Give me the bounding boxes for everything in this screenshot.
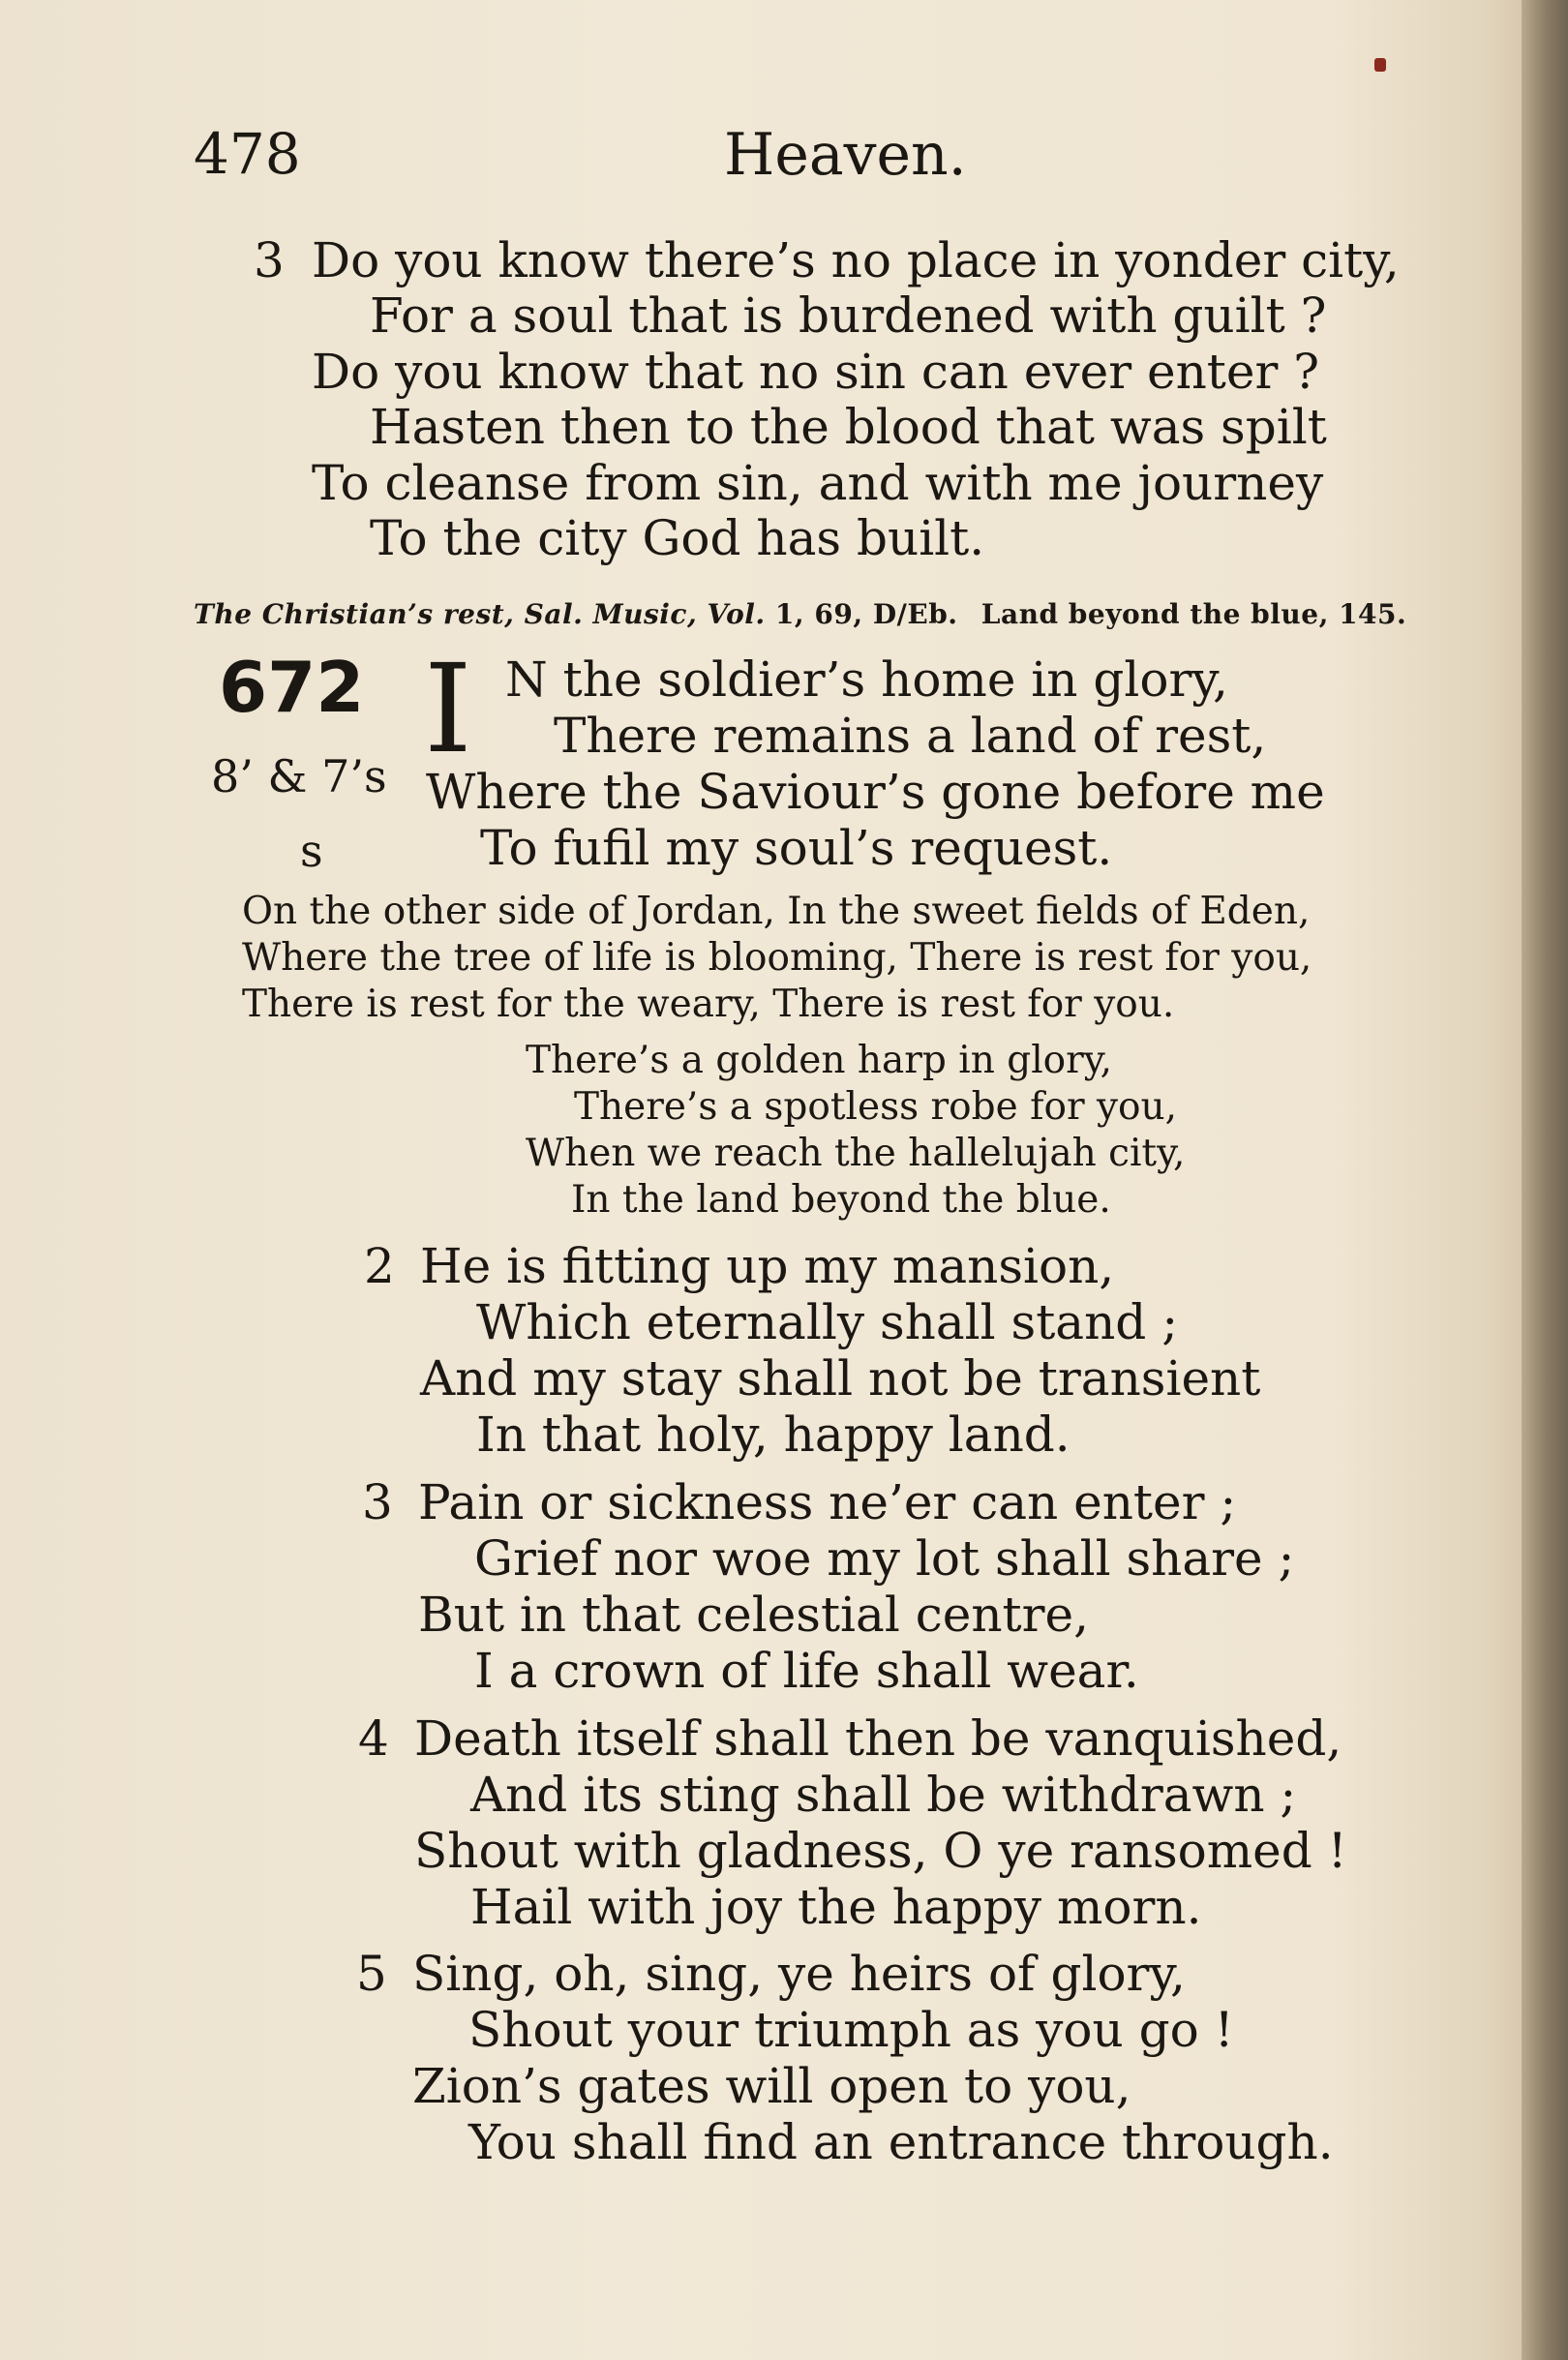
- verse-number: 3: [362, 1474, 393, 1530]
- chorus-line: When we reach the hallelujah city,: [526, 1132, 1186, 1175]
- hymn-meter: 8’ & 7’s: [211, 750, 387, 802]
- verse-line: To cleanse from sin, and with me journey: [312, 455, 1324, 511]
- hymn-number: 672: [219, 647, 365, 728]
- source-title: The Christian’s rest,: [194, 598, 515, 630]
- verse-number: 4: [358, 1710, 389, 1767]
- verse-number: 2: [364, 1238, 395, 1294]
- page-edge-shadow: [1522, 0, 1568, 2360]
- ink-mark: [1374, 58, 1386, 72]
- chorus-line: Where the tree of life is blooming, There is rest for you,: [242, 936, 1312, 980]
- verse-line: In that holy, happy land.: [476, 1407, 1070, 1463]
- drop-cap: I: [424, 638, 472, 780]
- verse-line: Pain or sickness ne’er can enter ;: [418, 1474, 1237, 1530]
- verse-line: Do you know that no sin can ever enter ?: [312, 344, 1320, 400]
- verse-line: There remains a land of rest,: [554, 708, 1267, 764]
- verse-line: Sing, oh, sing, ye heirs of glory,: [412, 1946, 1186, 2002]
- verse-line: N the soldier’s home in glory,: [505, 651, 1228, 708]
- verse-line: You shall find an entrance through.: [468, 2114, 1334, 2170]
- verse-line: And its sting shall be withdrawn ;: [470, 1767, 1297, 1823]
- source-ref: 1, 69, D/Eb.: [774, 598, 958, 630]
- source-line: [194, 598, 1406, 630]
- page-number: 478: [194, 121, 301, 187]
- chorus-line: There is rest for the weary, There is rest for you.: [242, 983, 1175, 1026]
- verse-line: Hasten then to the blood that was spilt: [370, 399, 1327, 455]
- page-title: Heaven.: [724, 121, 967, 189]
- verse-line: For a soul that is burdened with guilt ?: [370, 287, 1327, 344]
- verse-line: Shout your triumph as you go !: [468, 2002, 1234, 2058]
- verse-line: To the city God has built.: [370, 510, 985, 566]
- verse-line: Do you know there’s no place in yonder city,: [312, 232, 1400, 288]
- verse-line: But in that celestial centre,: [418, 1587, 1089, 1643]
- verse-line: To fufil my soul’s request.: [480, 820, 1113, 876]
- tune-name: Land beyond the blue, 145.: [980, 598, 1407, 630]
- verse-line: Grief nor woe my lot shall share ;: [474, 1530, 1295, 1587]
- verse-number: 3: [254, 232, 285, 288]
- chorus-line: There’s a golden harp in glory,: [526, 1039, 1113, 1082]
- chorus-line: On the other side of Jordan, In the sweet fields of Eden,: [242, 890, 1311, 933]
- hymn-marker: s: [300, 825, 323, 877]
- verse-line: He is fitting up my mansion,: [420, 1238, 1115, 1294]
- verse-line: Which eternally shall stand ;: [476, 1294, 1179, 1350]
- verse-line: I a crown of life shall wear.: [474, 1643, 1139, 1699]
- verse-line: Where the Saviour’s gone before me: [426, 764, 1325, 820]
- verse-number: 5: [356, 1946, 387, 2002]
- source-book: Sal. Music, Vol.: [524, 598, 766, 630]
- verse-line: Zion’s gates will open to you,: [412, 2058, 1131, 2114]
- chorus-line: There’s a spotless robe for you,: [574, 1085, 1178, 1129]
- verse-line: Shout with gladness, O ye ransomed !: [414, 1823, 1347, 1879]
- verse-line: Hail with joy the happy morn.: [470, 1879, 1202, 1935]
- chorus-line: In the land beyond the blue.: [571, 1178, 1111, 1222]
- verse-line: And my stay shall not be transient: [420, 1350, 1261, 1407]
- verse-line: Death itself shall then be vanquished,: [414, 1710, 1342, 1767]
